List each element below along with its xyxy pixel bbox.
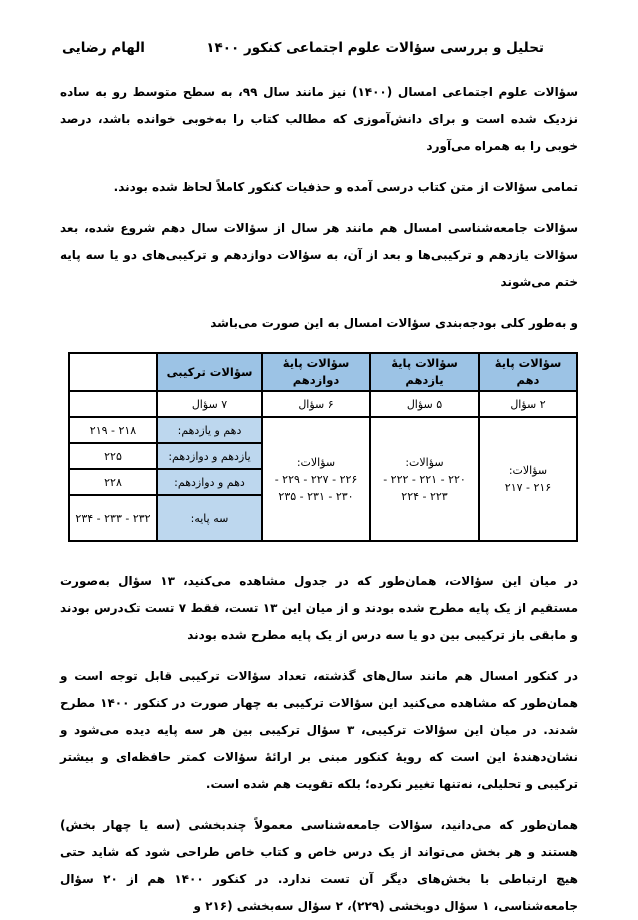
budget-table xyxy=(68,352,578,542)
header-cell-grade12: سؤالات پایۀ دوازدهم xyxy=(262,353,370,391)
empty-corner-cell xyxy=(69,353,157,391)
paragraph-analysis-3: همان‌طور که می‌دانید، سؤالات جامعه‌شناسی معمولاً چندبخشی (سه یا چهار بخش) هستند و هر بخش می‌تواند از یک درس خاص و کتاب خاص طراحی شود که شاید حتی هیچ ارتباطی با بخش‌های دیگر آن تست ندارد. در کنکور ۱۴۰۰ هم از ۲۰ سؤال جامعه‌شناسی، ۱ سؤال دوبخشی (۲۲۹)، ۲ سؤال سه‌بخشی (۲۱۶ و xyxy=(60,818,578,913)
header-cell-combined: سؤالات ترکیبی xyxy=(157,353,262,391)
paragraph-intro-1: سؤالات علوم اجتماعی امسال (۱۴۰۰) نیز مانند سال ۹۹، به سطح متوسط رو به ساده نزدیک شده است و برای دانش‌آموزی که مطالب کتاب را به‌خوبی خوانده باشد، درصد خوبی را به همراه می‌آورد xyxy=(60,85,579,153)
combo-numbers-10-11: ۲۱۸ - ۲۱۹ xyxy=(69,417,157,443)
count-cell-grade12: ۶ سؤال xyxy=(262,391,370,417)
combo-numbers-three-grades: ۲۳۲ - ۲۳۳ - ۲۳۴ xyxy=(69,495,157,541)
paragraph-analysis-1: در میان این سؤالات، همان‌طور که در جدول مشاهده می‌کنید، ۱۳ سؤال به‌صورت مستقیم از یک پایه مطرح شده بودند و از میان این ۱۳ تست، فقط ۷ تست تک‌درس بودند و مابقی باز ترکیبی بین دو یا سه درس از یک پایه مطرح شده بودند xyxy=(60,574,579,642)
author-name: الهام رضایی xyxy=(62,40,145,56)
questions-cell-grade11 xyxy=(370,417,479,541)
combo-numbers-10-12: ۲۲۸ xyxy=(69,469,157,495)
table-header-row xyxy=(69,353,577,391)
combo-numbers-11-12: ۲۲۵ xyxy=(69,443,157,469)
combo-label-10-12: دهم و دوازدهم: xyxy=(157,469,262,495)
questions-label: سؤالات: xyxy=(508,464,548,477)
combo-label-11-12: یازدهم و دوازدهم: xyxy=(157,443,262,469)
count-cell-grade11: ۵ سؤال xyxy=(370,391,479,417)
questions-numbers: ۲۲۰ - ۲۲۱ - ۲۲۲ - ۲۲۳ - ۲۲۴ xyxy=(383,472,466,503)
count-cell-combined: ۷ سؤال xyxy=(157,391,262,417)
questions-label: سؤالات: xyxy=(296,455,336,469)
header-cell-grade10: سؤالات پایۀ دهم xyxy=(479,353,577,391)
questions-cell-grade10 xyxy=(479,417,577,541)
combo-label-three-grades: سه پایه: xyxy=(157,495,262,541)
paragraph-table-lead: و به‌طور کلی بودجه‌بندی سؤالات امسال به این صورت می‌باشد xyxy=(210,316,578,330)
questions-numbers: ۲۱۶ - ۲۱۷ xyxy=(504,481,552,494)
questions-cell-grade12 xyxy=(262,417,370,541)
paragraph-intro-2: تمامی سؤالات از متن کتاب درسی آمده و حذفیات کنکور کاملاً لحاظ شده بودند. xyxy=(113,180,578,194)
table-count-row xyxy=(69,391,577,417)
empty-corner-cell xyxy=(69,391,157,417)
paragraph-analysis-2: در کنکور امسال هم مانند سال‌های گذشته، تعداد سؤالات ترکیبی قابل توجه است و همان‌طور که مشاهده می‌کنید این سؤالات ترکیبی به چهار صورت در کنکور ۱۴۰۰ مطرح شدند. در میان این سؤالات ترکیبی، ۳ سؤال ترکیبی بین هر سه پایه دیده می‌شود و نشان‌دهندۀ این است که رویۀ کنکور مبنی بر ارائۀ سؤالات کمتر حافظه‌ای و بیشتر ترکیبی و تحلیلی، نه‌تنها تغییر نکرده؛ بلکه تقویت هم شده است. xyxy=(60,669,579,791)
questions-label: سؤالات: xyxy=(405,455,444,469)
combo-label-10-11: دهم و یازدهم: xyxy=(157,417,262,443)
paragraph-intro-3: سؤالات جامعه‌شناسی امسال هم مانند هر سال از سؤالات سال دهم شروع شده، بعد سؤالات یازدهم و ترکیبی‌ها و بعد از آن، به سؤالات دوازدهم و ترکیبی‌های دو یا سه پایه ختم می‌شوند xyxy=(60,221,578,289)
count-cell-grade10: ۲ سؤال xyxy=(479,391,577,417)
header-cell-grade11: سؤالات پایۀ یازدهم xyxy=(370,353,479,391)
table-row xyxy=(69,417,577,443)
document-header xyxy=(60,38,578,58)
page-title: تحلیل و بررسی سؤالات علوم اجتماعی کنکور ۱۴۰۰ xyxy=(206,40,544,56)
questions-numbers: ۲۲۶ - ۲۲۷ - ۲۲۹ - ۲۳۰ - ۲۳۱ - ۲۳۵ xyxy=(274,472,358,503)
